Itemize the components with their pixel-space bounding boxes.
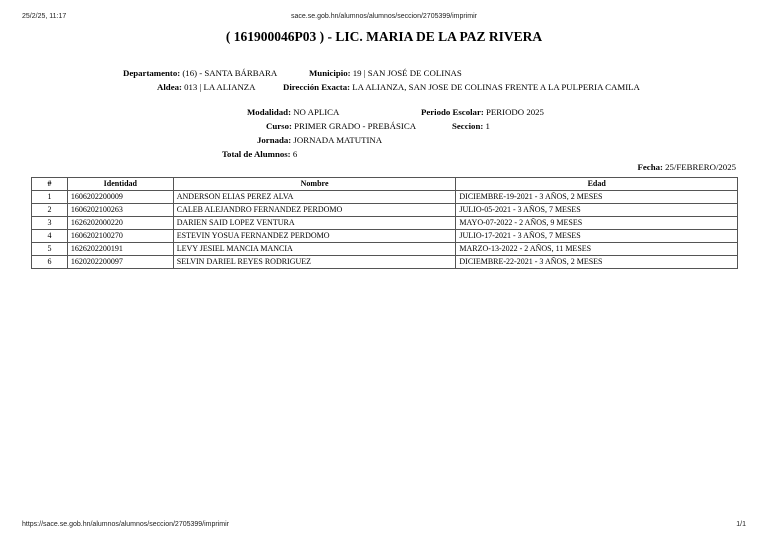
jornada-label: Jornada: (257, 135, 292, 145)
modalidad-value: NO APLICA (293, 107, 340, 117)
table-row (32, 191, 738, 204)
direccion-field (283, 82, 640, 93)
row-identidad: 1626202200191 (67, 243, 173, 256)
print-footer (22, 521, 746, 531)
row-edad: MAYO-07-2022 - 2 AÑOS, 9 MESES (456, 217, 738, 230)
row-edad: MARZO-13-2022 - 2 AÑOS, 11 MESES (456, 243, 738, 256)
fecha-label: Fecha: (637, 162, 663, 172)
row-number: 6 (32, 256, 68, 269)
direccion-label: Dirección Exacta: (283, 82, 351, 92)
curso-label: Curso: (266, 121, 292, 131)
row-edad: JULIO-17-2021 - 3 AÑOS, 7 MESES (456, 230, 738, 243)
row-number: 2 (32, 204, 68, 217)
fecha-field (638, 162, 736, 172)
modalidad-label: Modalidad: (247, 107, 291, 117)
header-nombre: Nombre (173, 178, 456, 191)
table-row (32, 243, 738, 256)
aldea-label: Aldea: (157, 82, 182, 92)
aldea-value: 013 | LA ALIANZA (184, 82, 256, 92)
header-number: # (32, 178, 68, 191)
print-datetime: 25/2/25, 11:17 (22, 13, 67, 20)
curso-value: PRIMER GRADO - PREBÁSICA (294, 121, 417, 131)
header-edad: Edad (456, 178, 738, 191)
row-edad: JULIO-05-2021 - 3 AÑOS, 7 MESES (456, 204, 738, 217)
row-nombre: ANDERSON ELIAS PEREZ ALVA (173, 191, 456, 204)
table-row (32, 256, 738, 269)
row-number: 1 (32, 191, 68, 204)
jornada-value: JORNADA MATUTINA (293, 135, 383, 145)
curso-field (266, 121, 416, 132)
departamento-value: (16) - SANTA BÁRBARA (182, 68, 278, 78)
table-row (32, 230, 738, 243)
periodo-field (421, 107, 544, 118)
seccion-label: Seccion: (452, 121, 484, 131)
seccion-field (452, 121, 490, 132)
print-url-title: sace.se.gob.hn/alumnos/alumnos/seccion/2705399/imprimir (291, 13, 477, 20)
row-number: 5 (32, 243, 68, 256)
row-nombre: CALEB ALEJANDRO FERNANDEZ PERDOMO (173, 204, 456, 217)
direccion-value: LA ALIANZA, SAN JOSE DE COLINAS FRENTE A LA PULPERIA CAMILA (352, 82, 640, 92)
table-header-row (32, 178, 738, 191)
row-number: 3 (32, 217, 68, 230)
fecha-value: 25/FEBRERO/2025 (665, 162, 736, 172)
students-table (31, 177, 738, 269)
print-footer-url: https://sace.se.gob.hn/alumnos/alumnos/seccion/2705399/imprimir (22, 521, 229, 528)
row-nombre: SELVIN DARIEL REYES RODRIGUEZ (173, 256, 456, 269)
page-title: ( 161900046P03 ) - LIC. MARIA DE LA PAZ RIVERA (225, 29, 543, 44)
print-page-number: 1/1 (736, 521, 746, 528)
aldea-field (157, 82, 256, 93)
total-alumnos-label: Total de Alumnos: (222, 149, 291, 159)
total-alumnos-value: 6 (292, 149, 298, 159)
row-edad: DICIEMBRE-22-2021 - 3 AÑOS, 2 MESES (456, 256, 738, 269)
header-identidad: Identidad (67, 178, 173, 191)
seccion-value: 1 (485, 121, 490, 131)
row-identidad: 1606202200009 (67, 191, 173, 204)
municipio-field (309, 68, 462, 79)
departamento-field (123, 68, 277, 79)
jornada-field (257, 135, 382, 146)
periodo-value: PERIODO 2025 (486, 107, 544, 117)
row-identidad: 1626202000220 (67, 217, 173, 230)
municipio-label: Municipio: (309, 68, 351, 78)
row-identidad: 1606202100263 (67, 204, 173, 217)
row-identidad: 1620202200097 (67, 256, 173, 269)
row-nombre: LEVY JESIEL MANCIA MANCIA (173, 243, 456, 256)
table-row (32, 204, 738, 217)
row-identidad: 1606202100270 (67, 230, 173, 243)
row-nombre: DARIEN SAID LOPEZ VENTURA (173, 217, 456, 230)
row-edad: DICIEMBRE-19-2021 - 3 AÑOS, 2 MESES (456, 191, 738, 204)
municipio-value: 19 | SAN JOSÉ DE COLINAS (352, 68, 462, 78)
table-row (32, 217, 738, 230)
print-header (22, 13, 746, 23)
total-alumnos-field (222, 149, 297, 160)
row-number: 4 (32, 230, 68, 243)
row-nombre: ESTEVIN YOSUA FERNANDEZ PERDOMO (173, 230, 456, 243)
modalidad-field (247, 107, 339, 118)
departamento-label: Departamento: (123, 68, 181, 78)
periodo-label: Periodo Escolar: (421, 107, 484, 117)
